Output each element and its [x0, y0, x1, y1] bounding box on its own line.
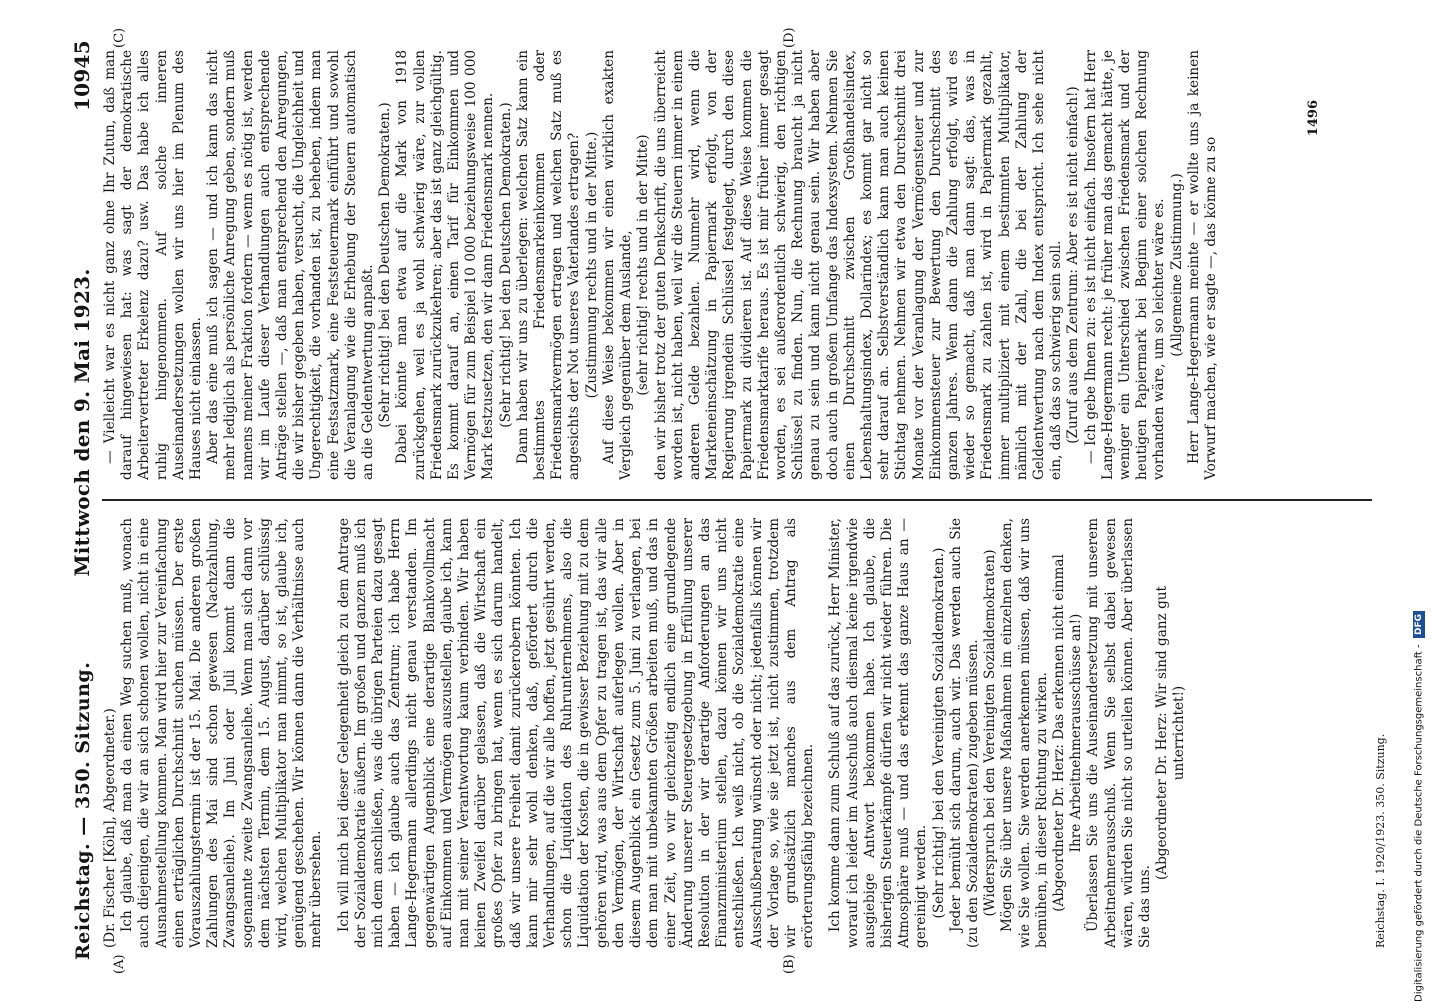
interjection: (Widerspruch bei den Vereinigten Sozialdemokraten)	[982, 549, 999, 917]
paragraph: Ich komme dann zum Schluß auf das zurück, Herr Minister, worauf ich leider im Ausschuß auch diesmal keine irgendwie ausgiebige Antwort bekommen habe. Ich glaube, die bisherigen Steuerkämpfe dürfen wir nicht wieder führen. Die Atmosphäre muß — und das erkennt das ganze Haus an — gereinigt werden.	[827, 518, 930, 948]
right-column	[102, 50, 1372, 480]
left-column	[102, 518, 1372, 948]
header-right	[70, 40, 94, 577]
signature-number: 1496	[1306, 100, 1321, 137]
paragraph: Dabei könnte man etwa auf die Mark von 1918 zurückgehen, weil es ja wohl schwierig wäre, zur vollen Friedensmark zurückzukehren; aber das ist ganz gleichgültig. Es kommt darauf an, einen Tarif für Einkommen und Vermögen für zum Beispiel 10 000 beziehungsweise 100 000 Mark festzusetzen, den wir dann Friedensmark nennen.	[394, 50, 497, 480]
paragraph: Ich glaube, daß man da einen Weg suchen muß, wonach auch diejenigen, die wir an sich schonen wollen, nicht in eine Ausnahmestellung kommen. Man wird hier zur Vereinfachung einen erträglichen Durchschnitt suchen müssen. Der erste Vorauszahlungstermin ist der 15. Mai. Die anderen großen Zahlungen des Mai sind schon gewesen (Nachzahlung, Zwangsanleihe). Im Juni oder Juli kommt dann die sogenannte zweite Zwangsanleihe. Wenn man sich dann vor dem nächsten Termin, dem 15. August, darüber schlüssig wird, welchen Multiplikator man nimmt, so ist, glaube ich, genügend geschehen. Wir können dann die Verhältnisse auch mehr übersehen.	[119, 518, 325, 948]
paragraph: Dann haben wir uns zu überlegen: welchen Satz kann ein bestimmtes Friedensmarkeinkommen oder Friedensmarkvermögen ertragen und welchen Satz muß es angesichts der Not unseres Vaterlandes ertragen?	[514, 50, 583, 480]
interjection: (Sehr richtig! bei den Deutschen Demokraten.)	[497, 102, 514, 428]
paragraph: den wir bisher trotz der guten Denkschrift, die uns überreicht worden ist, nicht haben, weil wir die Steuern immer in einem anderen Gelde bezahlen. Nunmehr wird, wenn die Markteneinschätzung in Papiermark erfolgt, von der Regierung irgendein Schlüssel festgelegt, durch den diese Papiermark zu dividieren ist. Auf diese Weise kommen die Friedensmarktarife heraus. Es ist mir früher immer gesagt worden, es sei außerordentlich schwierig, den richtigen Schlüssel zu finden. Nun, die Rechnung braucht ja nicht genau zu sein und kann nicht genau sein. Wir haben aber doch auch in großem Umfange das Indexsystem. Nehmen Sie einen Durchschnitt zwischen Großhandelsindex, Lebenshaltungsindex, Dollarindex; es kommt gar nicht so sehr darauf an. Selbstverständlich kann man auch keinen Stichtag nehmen. Nehmen wir etwa den Durchschnitt drei Monate vor der Veranlagung der Vermögensteuer und zur Einkommensteuer zur Bewertung den Durchschnitt des ganzen Jahres. Wenn dann die Zahlung erfolgt, wird es wieder so gemacht, daß man dann sagt: das, was in Friedensmark zu zahlen ist, wird in Papiermark gezahlt, immer multipliziert mit einem bestimmten Multiplikator, nämlich mit der Zahl, die bei der Zahlung der Geldentwertung nach dem Index entspricht. Ich sehe nicht ein, daß das so schwierig sein soll.	[652, 50, 1065, 480]
interjection: (Sehr richtig! bei den Vereinigten Sozialdemokraten.)	[930, 547, 947, 919]
header-date: Mittwoch den 9. Mai 1923.	[70, 268, 94, 577]
dfg-logo: DFG	[1413, 611, 1425, 638]
paragraph: Jeder bemüht sich darum, auch wir. Das werden auch Sie (zu den Sozialdemokraten) zugeben müssen.	[947, 518, 981, 948]
interjection: (Sehr richtig! bei den Deutschen Demokraten.)	[377, 102, 394, 428]
paragraph: Herr Lange-Hegermann meinte — er wollte uns ja keinen Vorwurf machen, wie er sagte —, das könne zu so	[1185, 50, 1219, 480]
page-footer: Reichstag. I. 1920/1923. 350. Sitzung.	[1374, 733, 1387, 948]
interjection: (Abgeordneter Dr. Herz: Das erkennen nicht einmal Ihre Arbeitnehmerausschüsse an!)	[1050, 554, 1085, 912]
margin-mark-c: (C)	[112, 27, 127, 48]
interjection: (Zuruf aus dem Zentrum: Aber es ist nicht einfach!)	[1065, 86, 1082, 444]
header-left: Reichstag. — 350. Sitzung.	[72, 661, 94, 960]
margin-mark-d: (D)	[782, 27, 797, 48]
column-divider	[102, 499, 1372, 501]
interjection: (Zustimmung rechts und in der Mitte.)	[583, 131, 600, 399]
paragraph: — Vielleicht war es nicht ganz ohne Ihr Zutun, daß man darauf hingewiesen hat: was sagt der demokratische Arbeitervertreter Erkelenz dazu? usw. Das habe ich alles ruhig hingenommen. Auf solche inneren Auseinandersetzungen wollen wir uns hier im Plenum des Hauses nicht einlassen.	[102, 50, 205, 480]
running-header	[70, 40, 94, 960]
paragraph: — Ich gebe Ihnen zu: es ist nicht einfach. Insofern hat Herr Lange-Hegermann recht: je früher man das gemacht hätte, je weniger ein Unterschied zwischen Friedensmark und der heutigen Papiermark bei Beginn einer solchen Rechnung vorhanden wäre, um so leichter wäre es.	[1082, 50, 1168, 480]
speaker-line: (Dr. Fischer [Köln], Abgeordneter.)	[102, 708, 118, 948]
interjection: (sehr richtig! rechts und in der Mitte)	[635, 134, 652, 396]
dfg-notice	[1410, 6, 1428, 1002]
margin-mark-a: (A)	[112, 954, 127, 974]
paragraph: Aber das eine muß ich sagen — und ich kann das nicht mehr lediglich als persönliche Anregung geben, sondern muß namens meiner Fraktion fordern — wenn es nötig ist, werden wir im Laufe dieser Verhandlungen auch entsprechende Anträge stellen —, daß man entsprechend den Anregungen, die wir bisher gegeben haben, versucht, die Ungleichheit und Ungerechtigkeit, die vorhanden ist, zu beheben, indem man eine Festsatzmark, eine Feststeuermark einführt und sowohl die Veranlagung wie die Erhebung der Steuern automatisch an die Geldentwertung anpaßt.	[205, 50, 377, 480]
interjection: (Abgeordneter Dr. Herz: Wir sind ganz gut unterrichtet!)	[1154, 585, 1188, 881]
paragraph: Mögen Sie über unsere Maßnahmen im einzelnen denken, wie Sie wollen. Sie werden anerkennen müssen, daß wir uns bemühen, in dieser Richtung zu wirken.	[999, 518, 1050, 948]
paragraph: Auf diese Weise bekommen wir einen wirklich exakten Vergleich gegenüber dem Auslande,	[600, 50, 635, 480]
page-number: 10945	[70, 40, 94, 112]
margin-mark-b: (B)	[782, 954, 797, 974]
scanned-page	[22, 20, 1412, 980]
paragraph: Ich will mich bei dieser Gelegenheit gleich zu dem Antrage der Sozialdemokratie äußern. Im großen und ganzen muß ich mich dem anschließen, was die übrigen Parteien dazu gesagt haben — ich glaube auch das Zentrum; ich habe Herrn Lange-Hegermann allerdings nicht genau verstanden. Im gegenwärtigen Augenblick eine derartige Blankovollmacht auf Einkommen und Vermögen auszustellen, glaube ich, kann man mit seiner Verantwortung kaum verbinden. Wir haben keinen Zweifel darüber gelassen, daß die Wirtschaft ein großes Opfer zu bringen hat, wenn es sich darum handelt, daß wir unsere Freiheit damit zurückerobern könnten. Ich kann mir sehr wohl denken, daß, gefördert durch die Verhandlungen, auf die wir alle hoffen, jetzt gesührt werden, schon die Liquidation des Ruhrunternehmens, also die Liquidation der Kosten, die in gewisser Beziehung mit zu dem gehören wird, was aus dem Opfer zu tragen ist, das wir alle den Vermögen, der Wirtschaft auferlegen wollen. Aber in diesem Augenblick ein Gesetz zum 5. Juni zu verlangen, bei dem man mit unbekannten Größen arbeiten muß, und das in einer Zeit, wo wir gleichzeitig endlich eine grundlegende Änderung unserer Steuergesetzgebung in Erfüllung unserer Resolution in der wir derartige Anforderungen an das Finanzministerium stellen, dazu können wir uns nicht entschließen. Ich weiß nicht, ob die Sozialdemokratie eine Ausschußberatung wünscht oder nicht; jedenfalls können wir der Vorlage so, wie sie jetzt ist, nicht zustimmen, trotzdem wir grundsätzlich manches aus dem Antrag als erörterungsfähig bezeichnen.	[335, 518, 817, 948]
interjection: (Allgemeine Zustimmung.)	[1168, 173, 1185, 357]
dfg-notice-text: Digitalisierung gefördert durch die Deutsche Forschungsgemeinschaft -	[1413, 644, 1425, 1002]
paragraph: Überlassen Sie uns die Auseinandersetzung mit unserem Arbeitnehmerausschuß. Wenn Sie selbst dabei gewesen wären, würden Sie nicht so urteilen können. Aber überlassen Sie das uns.	[1085, 518, 1153, 948]
